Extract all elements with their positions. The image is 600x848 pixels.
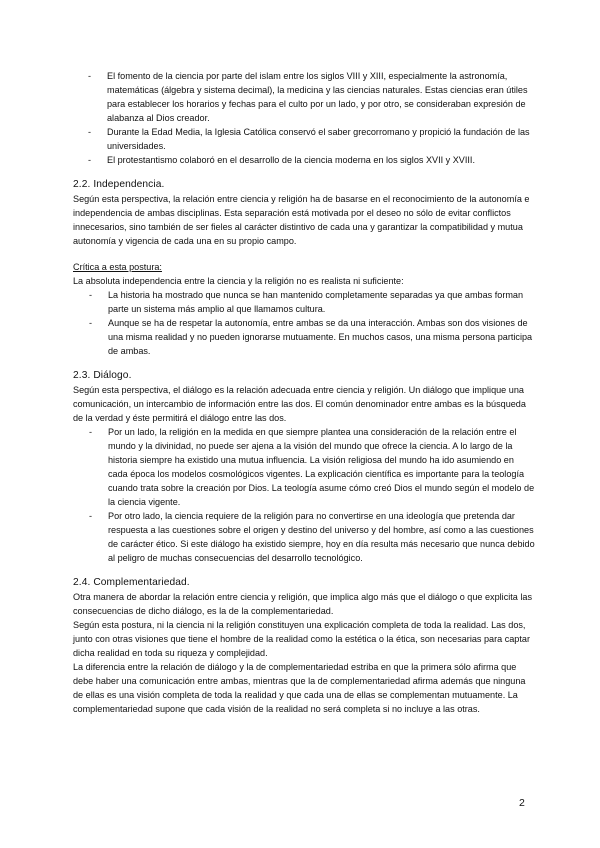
history-bullet-list: [73, 69, 535, 167]
list-item: [73, 125, 535, 153]
complementariedad-paragraph: Según esta postura, ni la ciencia ni la religión constituyen una explicación completa de toda la realidad. Las dos, junto con otras visiones que tiene el hombre de la realidad como la estética o la ética, son necesarias para captar dicha realidad en toda su riqueza y complejidad.: [73, 620, 530, 658]
bullet-text: El fomento de la ciencia por parte del islam entre los siglos VIII y XIII, especialmente la astronomía, matemáticas (álgebra y sistema decimal), la medicina y las ciencias naturales. Estas ciencias eran útiles para establecer los horarios y fechas para el culto por un lado, y por otro, se consideraban expresión de alabanza al Dios creador.: [107, 71, 528, 123]
section-heading-independencia: 2.2. Independencia.: [73, 179, 165, 190]
bullet-text: La historia ha mostrado que nunca se han mantenido completamente separadas ya que ambas forman parte un sistema más amplio al que llamamos cultura.: [108, 290, 524, 314]
section-heading-complementariedad: 2.4. Complementariedad.: [73, 577, 190, 588]
bullet-dash: -: [89, 427, 93, 437]
independencia-paragraph: Según esta perspectiva, la relación entre ciencia y religión ha de basarse en el reconocimiento de la autonomía e independencia de ambas disciplinas. Esta separación está motivada por el deseo no sólo de evitar conflictos innecesarios, sino también de ser fieles al carácter distintivo de cada una y garantizar la compatibilidad y mutua autonomía y vigencia de cada una en su propio campo.: [73, 194, 530, 246]
critique-label: Crítica a esta postura:: [73, 262, 162, 272]
bullet-text: Aunque se ha de respetar la autonomía, entre ambas se da una interacción. Ambas son dos visiones de una misma realidad y no pueden ignorarse mutuamente. En muchos casos, una misma persona participa de ambas.: [108, 318, 533, 356]
bullet-dash: -: [88, 155, 92, 165]
list-item: [73, 288, 535, 316]
dialogo-bullet-list: [73, 425, 535, 565]
complementariedad-paragraph: Otra manera de abordar la relación entre ciencia y religión, que implica algo más que el diálogo o que explicita las consecuencias de dicho diálogo, es la de la complementariedad.: [73, 592, 532, 616]
complementariedad-paragraph: La diferencia entre la relación de diálogo y la de complementariedad estriba en que la primera sólo afirma que debe haber una comunicación entre ambas, mientras que la de complementariedad afirma además que ninguna de ellas es una visión completa de toda la realidad y que cada una de ellas se complementan mutuamente. La complementariedad supone que cada visión de la realidad no será completa si no incluye a las otras.: [73, 662, 526, 714]
list-item: [73, 425, 535, 509]
section-heading-dialogo: 2.3. Diálogo.: [73, 370, 132, 381]
list-item: [73, 153, 535, 167]
critique-intro: La absoluta independencia entre la ciencia y la religión no es realista ni suficiente:: [73, 276, 404, 286]
list-item: [73, 69, 535, 125]
dialogo-paragraph: Según esta perspectiva, el diálogo es la relación adecuada entre ciencia y religión. Un diálogo que implique una comunicación, un intercambio de información entre las dos. El común denominador entre ambas es la búsqueda de la verdad y éste permitirá el diálogo entre las dos.: [73, 385, 526, 423]
bullet-dash: -: [89, 318, 93, 328]
list-item: [73, 316, 535, 358]
bullet-text: Por otro lado, la ciencia requiere de la religión para no convertirse en una ideología que pretenda dar respuesta a las cuestiones sobre el origen y destino del universo y del hombre, así como a las cuestiones de carácter ético. Si este diálogo ha existido siempre, hoy en día resulta más necesario que nunca debido al peligro de muchas consecuencias del desarrollo tecnológico.: [108, 511, 535, 563]
bullet-text: El protestantismo colaboró en el desarrollo de la ciencia moderna en los siglos XVII y XVIII.: [107, 155, 475, 165]
bullet-text: Por un lado, la religión en la medida en que siempre plantea una consideración de la relación entre el mundo y la divinidad, no puede ser ajena a la visión del mundo que ofrece la ciencia. A lo largo de la historia siempre ha existido una mutua influencia. La visión religiosa del mundo ha ido asumiendo en cada época los modelos cosmológicos vigentes. La explicación científica es importante para la teología cuando trata sobre la creación por Dios. La teología asume cómo creó Dios el mundo según el modelo de la ciencia vigente.: [108, 427, 535, 507]
bullet-dash: -: [89, 290, 93, 300]
bullet-dash: -: [88, 127, 92, 137]
page-number: 2: [519, 797, 525, 809]
critique-bullet-list: [73, 288, 535, 358]
bullet-dash: -: [88, 71, 92, 81]
list-item: [73, 509, 535, 565]
bullet-dash: -: [89, 511, 93, 521]
document-page: [73, 69, 535, 716]
bullet-text: Durante la Edad Media, la Iglesia Católica conservó el saber grecorromano y propició la fundación de las universidades.: [107, 127, 530, 151]
